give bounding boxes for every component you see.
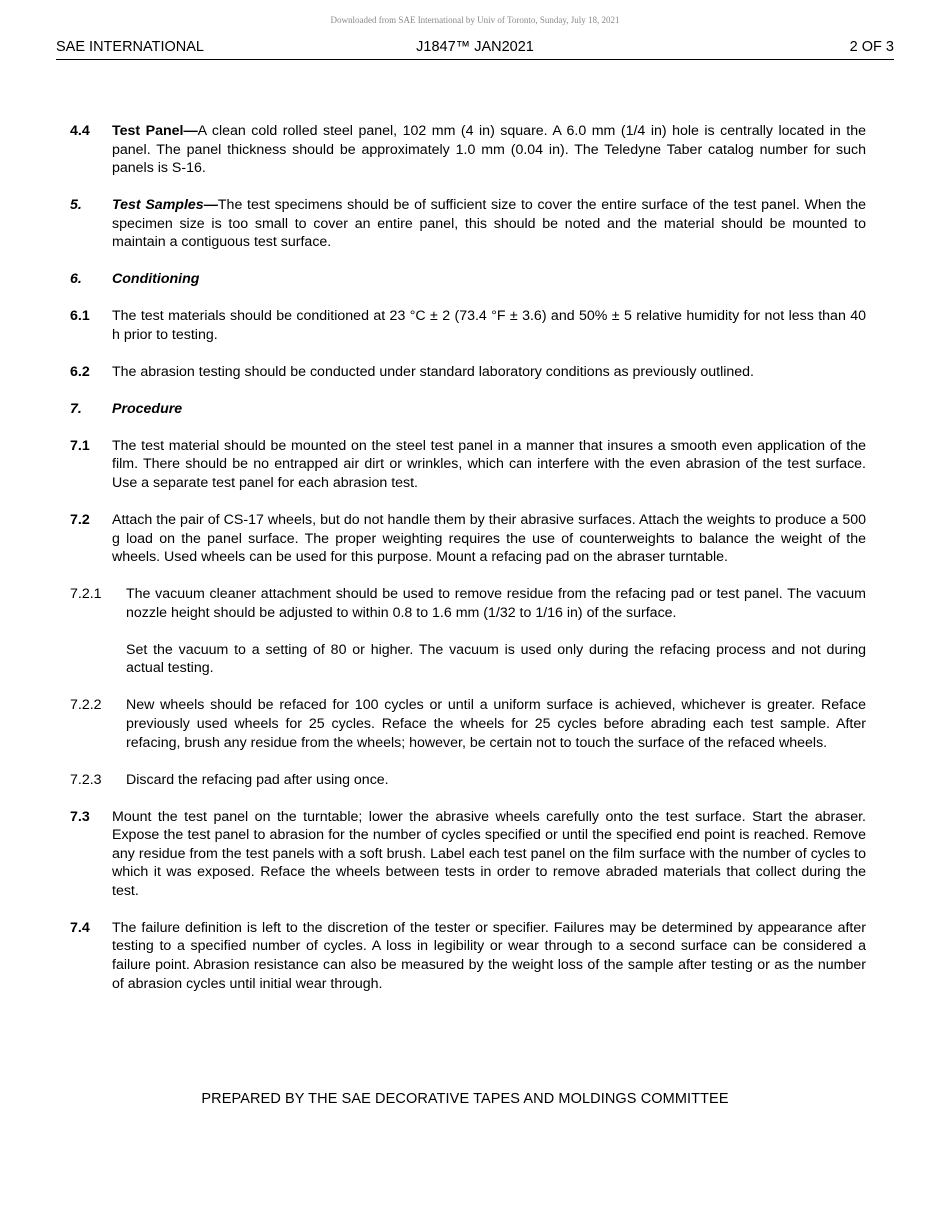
section-body: Discard the refacing pad after using once. <box>126 771 389 788</box>
section-7-heading <box>70 400 866 419</box>
section-body: The test material should be mounted on the steel test panel in a manner that insures a smooth even application of the film. There should be no entrapped air dirt or wrinkles, which can interfere with the even abrasion of the test surface. Use a separate test panel for each abrasion test. <box>112 437 866 492</box>
section-6-1 <box>70 307 866 344</box>
section-title: Procedure <box>112 400 183 417</box>
page-header <box>56 37 894 60</box>
section-number: 7.1 <box>70 437 90 454</box>
section-4-4 <box>70 122 866 178</box>
section-number: 6. <box>70 271 82 288</box>
section-7-3 <box>70 808 866 901</box>
section-body: The test specimens should be of sufficient size to cover the entire surface of the test panel. When the specimen size is too small to cover an entire panel, this should be noted and the material should be mounted to maintain a contiguous test surface. <box>112 197 866 251</box>
section-body: Set the vacuum to a setting of 80 or higher. The vacuum is used only during the refacing process and not during actual testing. <box>126 641 866 677</box>
header-organization: SAE INTERNATIONAL <box>56 39 204 55</box>
section-5 <box>70 196 866 252</box>
section-body: The abrasion testing should be conducted under standard laboratory conditions as previously outlined. <box>112 363 754 380</box>
section-title: Test Samples— <box>112 197 218 214</box>
section-number: 7.3 <box>70 808 90 825</box>
section-body: The test materials should be conditioned at 23 °C ± 2 (73.4 °F ± 3.6) and 50% ± 5 relative humidity for not less than 40 h prior to testing. <box>112 308 866 343</box>
section-number: 6.2 <box>70 363 90 380</box>
header-page-number: 2 OF 3 <box>849 39 894 55</box>
section-body: The failure definition is left to the discretion of the tester or specifier. Failures may be determined by appearance after testing to a specified number of cycles. A loss in legibility or wear through to a second surface can be considered a failure point. Abrasion resistance can also be measured by the weight loss of the sample after testing or as the number of abrasion cycles until initial wear through. <box>112 919 866 992</box>
section-text <box>112 196 866 252</box>
section-6-heading <box>70 270 866 289</box>
section-number: 7. <box>70 400 82 417</box>
section-body: Attach the pair of CS-17 wheels, but do not handle them by their abrasive surfaces. Attach the weights to produce a 500 g load on the panel surface. The proper weighting requires the use of counterweights to balance the weight of the wheels. Used wheels can be used for this purpose. Mount a refacing pad on the abraser turntable. <box>112 512 866 566</box>
section-body: New wheels should be refaced for 100 cycles or until a uniform surface is achieved, whichever is greater. Reface previously used wheels for 25 cycles. Reface the wheels for 25 cycles before abrading each test sample. After refacing, brush any residue from the wheels; however, be certain not to touch the surface of the refaced wheels. <box>126 697 866 751</box>
document-body <box>70 122 866 1012</box>
download-watermark: Downloaded from SAE International by Univ of Toronto, Sunday, July 18, 2021 <box>330 15 620 25</box>
section-number: 7.2.2 <box>70 697 102 714</box>
section-7-4 <box>70 919 866 993</box>
section-7-2-3 <box>70 771 866 790</box>
section-number: 7.2.3 <box>70 771 102 788</box>
section-body: A clean cold rolled steel panel, 102 mm (4 in) square. A 6.0 mm (1/4 in) hole is centrally located in the panel. The panel thickness should be approximately 1.0 mm (0.04 in). The Teledyne Taber catalog number for such panels is S-16. <box>112 123 866 177</box>
section-text <box>112 122 866 178</box>
section-title: Test Panel— <box>112 123 198 139</box>
section-7-2-2 <box>70 696 866 752</box>
prepared-by-footer: PREPARED BY THE SAE DECORATIVE TAPES AND MOLDINGS COMMITTEE <box>201 1091 729 1107</box>
section-title: Conditioning <box>112 271 200 288</box>
section-7-2-1 <box>70 585 866 622</box>
section-6-2 <box>70 363 866 382</box>
section-number: 6.1 <box>70 308 90 325</box>
section-number: 4.4 <box>70 123 90 139</box>
section-number: 7.4 <box>70 919 90 936</box>
section-7-1 <box>70 437 866 493</box>
section-7-2 <box>70 511 866 567</box>
section-number: 5. <box>70 197 82 214</box>
section-body: The vacuum cleaner attachment should be used to remove residue from the refacing pad or test panel. The vacuum nozzle height should be adjusted to within 0.8 to 1.6 mm (1/32 to 1/16 in) of the surface. <box>126 586 866 621</box>
section-number: 7.2 <box>70 512 90 529</box>
section-number: 7.2.1 <box>70 586 102 603</box>
section-7-2-1-continued <box>70 641 866 678</box>
header-document-id: J1847™ JAN2021 <box>416 39 534 55</box>
section-body: Mount the test panel on the turntable; lower the abrasive wheels carefully onto the test surface. Start the abraser. Expose the test panel to abrasion for the number of cycles specified or until the specified end point is reached. Remove any residue from the test panels with a soft brush. Label each test panel on the film surface with the number of cycles to which it was exposed. Reface the wheels between tests in order to remove abraded materials that collect during the test. <box>112 808 866 899</box>
